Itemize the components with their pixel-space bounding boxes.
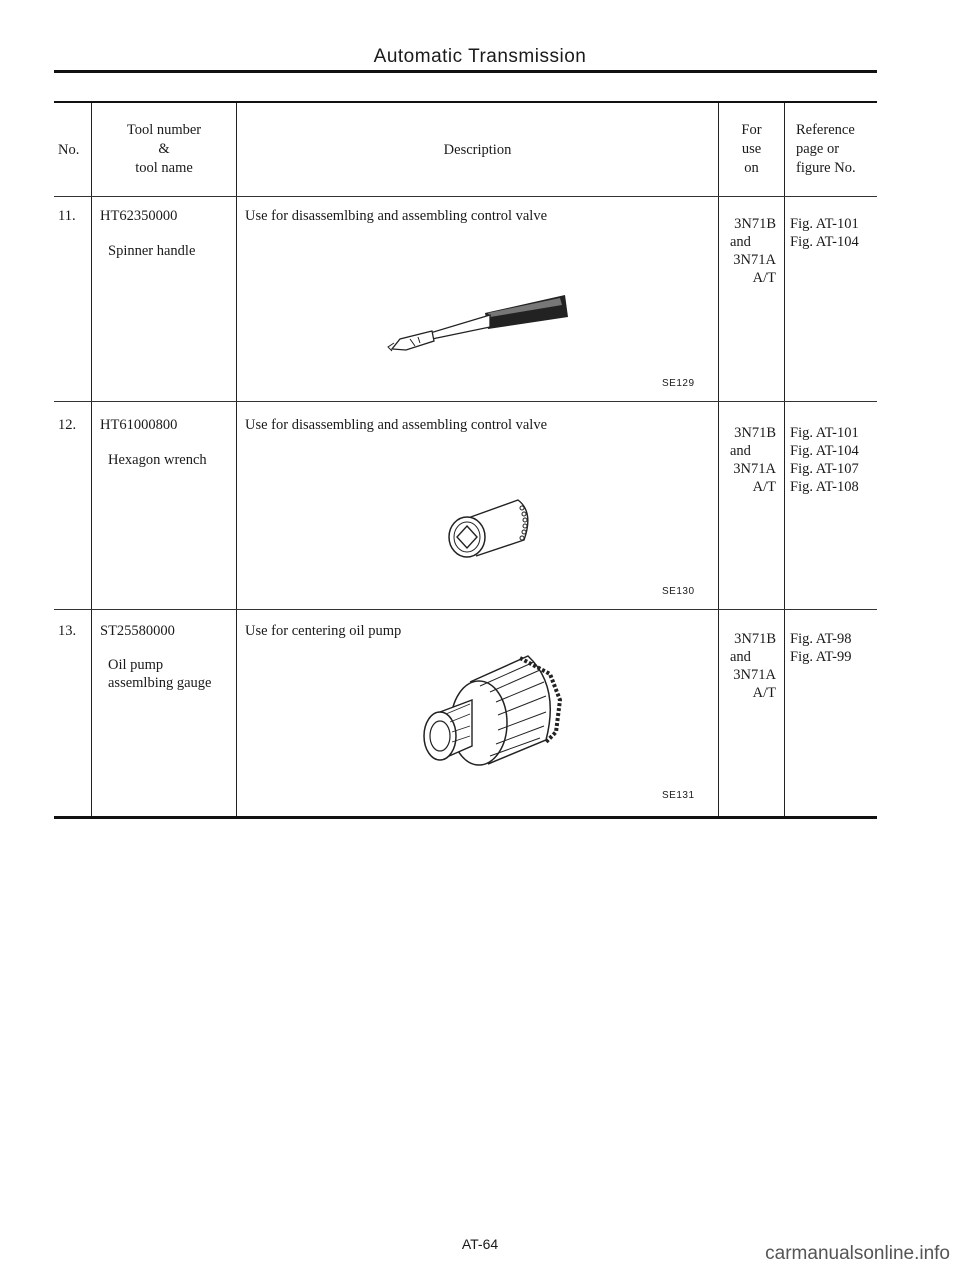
description-text: Use for disassembling and assembling control valve (245, 417, 548, 433)
hexagon-wrench-illustration (440, 490, 540, 570)
row-number: 12. (58, 417, 77, 433)
for-use-line: 3N71B (734, 216, 776, 232)
for-use-line: 3N71B (734, 631, 776, 647)
for-use-line: and (730, 649, 751, 665)
reference-line: Fig. AT-104 (790, 443, 859, 459)
figure-code: SE130 (662, 586, 695, 597)
header-ref-line: figure No. (796, 160, 856, 176)
table-bottom-rule (54, 816, 877, 819)
header-tool-line: & (158, 141, 170, 157)
header-for-line: on (744, 160, 759, 176)
reference-line: Fig. AT-98 (790, 631, 852, 647)
for-use-line: A/T (752, 685, 776, 701)
header-row-rule (54, 196, 877, 197)
header-description: Description (443, 142, 512, 158)
description-text: Use for centering oil pump (245, 623, 402, 639)
for-use-line: 3N71A (733, 667, 776, 683)
reference-line: Fig. AT-107 (790, 461, 859, 477)
for-use-line: 3N71A (733, 461, 776, 477)
oil-pump-gauge-illustration (410, 640, 570, 780)
tool-name: Oil pump (108, 657, 164, 673)
spinner-handle-illustration (370, 283, 580, 353)
tool-name: assemlbing gauge (108, 675, 212, 691)
for-use-line: A/T (752, 270, 776, 286)
reference-line: Fig. AT-101 (790, 425, 859, 441)
column-divider-for-use (784, 103, 785, 816)
description-text: Use for disassemlbing and assembling control valve (245, 208, 548, 224)
reference-line: Fig. AT-101 (790, 216, 859, 232)
tool-name: Hexagon wrench (108, 452, 207, 468)
header-for-line: use (741, 141, 762, 157)
tool-number: HT61000800 (100, 417, 178, 433)
header-no: No. (58, 142, 80, 158)
column-divider-tool (236, 103, 237, 816)
figure-code: SE129 (662, 378, 695, 389)
reference-line: Fig. AT-108 (790, 479, 859, 495)
row-number: 13. (58, 623, 77, 639)
header-tool-line: Tool number (126, 122, 202, 138)
tool-number: HT62350000 (100, 208, 178, 224)
row-number: 11. (58, 208, 76, 224)
tool-name: Spinner handle (108, 243, 196, 259)
header-tool-line: tool name (135, 160, 193, 176)
for-use-line: and (730, 443, 751, 459)
for-use-line: A/T (752, 479, 776, 495)
page-number: AT-64 (461, 1236, 499, 1252)
for-use-line: 3N71B (734, 425, 776, 441)
page-title: Automatic Transmission (373, 46, 587, 67)
for-use-line: 3N71A (733, 252, 776, 268)
reference-line: Fig. AT-99 (790, 649, 852, 665)
reference-line: Fig. AT-104 (790, 234, 859, 250)
header-for-line: For (741, 122, 762, 138)
for-use-line: and (730, 234, 751, 250)
tool-number: ST25580000 (100, 623, 175, 639)
header-ref-line: page or (796, 141, 840, 157)
figure-code: SE131 (662, 790, 695, 801)
header-ref-line: Reference (796, 122, 855, 138)
row-rule (54, 609, 877, 610)
table-top-rule (54, 101, 877, 103)
column-divider-no (91, 103, 92, 816)
header-rule (54, 70, 877, 73)
watermark: carmanualsonline.info (765, 1243, 950, 1264)
row-rule (54, 401, 877, 402)
